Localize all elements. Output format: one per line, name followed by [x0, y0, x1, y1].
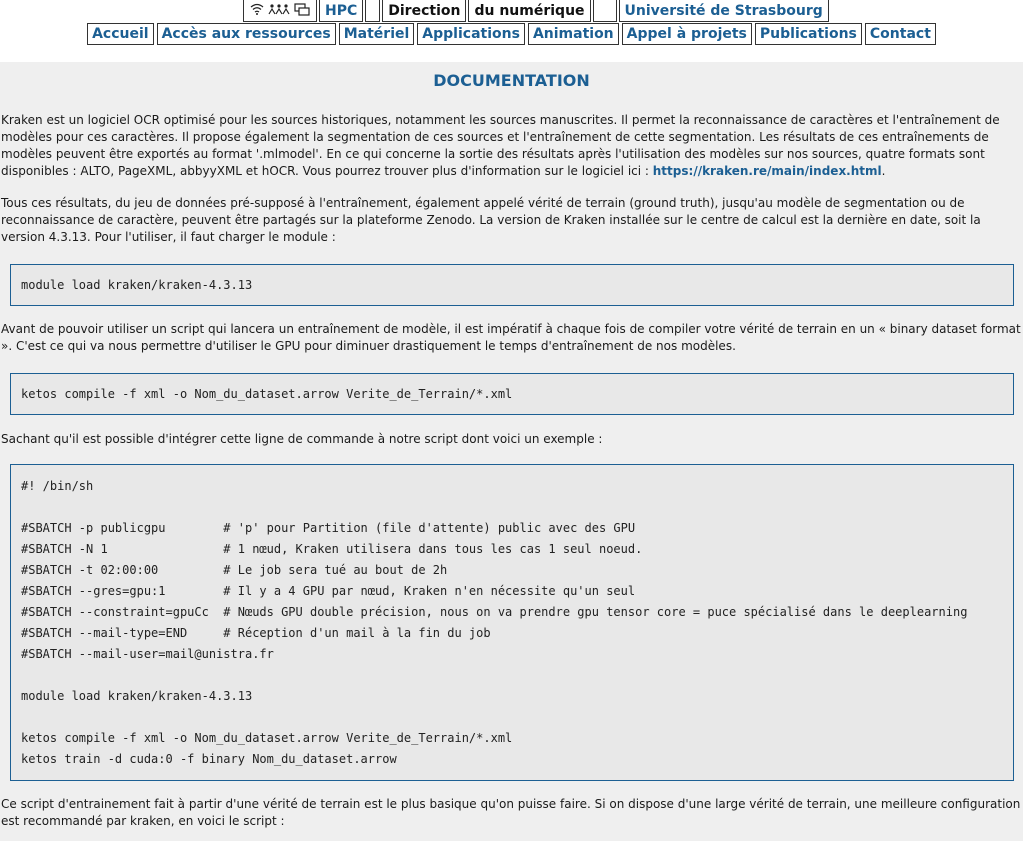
- intro-text: Kraken est un logiciel OCR optimisé pour les sources historiques, notamment les sources manuscrites. Il permet la reconnaissance de caractères et l'entraînement de modèles pour ces caractères. Il propose également la segmentation de ces sources et l'entraînement de cette segmentation. Les résultats de ces entraînements de modèles peuvent être exportés au format '.mlmodel'. En ce qui concerne la sortie des résultats après l'utilisation des modèles sur nos sources, quatre formats sont disponibles : ALTO, PageXML, abbyyXML et hOCR. Vous pourrez trouver plus d'information sur le logiciel ici :: [1, 113, 1000, 178]
- topbar-spacer: [365, 0, 380, 22]
- code-line: ketos compile -f xml -o Nom_du_dataset.arrow Verite_de_Terrain/*.xml: [21, 387, 513, 401]
- nav-item-contact[interactable]: Contact: [865, 23, 936, 45]
- code-line: module load kraken/kraken-4.3.13: [21, 689, 253, 703]
- code-line: [21, 497, 1003, 518]
- code-line: #SBATCH --mail-type=END # Réception d'un mail à la fin du job: [21, 626, 491, 640]
- universite-link[interactable]: Université de Strasbourg: [619, 0, 829, 22]
- nav-item-applications[interactable]: Applications: [417, 23, 525, 45]
- numerique-label[interactable]: du numérique: [468, 0, 590, 22]
- code-line: [21, 707, 1003, 728]
- code-line: [21, 665, 1003, 686]
- paragraph-3: Avant de pouvoir utiliser un script qui lancera un entraînement de modèle, il est impératif à chaque fois de compiler votre vérité de terrain en un « binary dataset format ». C'est ce qui va nous permettre d'utiliser le GPU pour diminuer drastiquement le temps d'entraînement de nos modèles.: [1, 322, 1021, 353]
- paragraph-2: Tous ces résultats, du jeu de données pré-supposé à l'entraînement, également appelé vérité de terrain (ground truth), jusqu'au modèle de segmentation ou de reconnaissance de caractère, peuvent être partagés sur la plateforme Zenodo. La version de Kraken installée sur le centre de calcul est la dernière en date, soit la version 4.3.13. Pour l'utiliser, il faut charger le module :: [1, 196, 981, 244]
- intro-end: .: [881, 164, 886, 178]
- hpc-link[interactable]: HPC: [319, 0, 363, 22]
- paragraph-5: Ce script d'entrainement fait à partir d'une vérité de terrain est le plus basique qu'on puisse faire. Si on dispose d'une large vérité de terrain, une meilleure configuration est recommandé par kraken, en voici le script :: [1, 797, 1021, 828]
- code-line: #SBATCH -t 02:00:00 # Le job sera tué au bout de 2h: [21, 563, 448, 577]
- code-line: ketos train -d cuda:0 -f binary Nom_du_dataset.arrow: [21, 752, 397, 766]
- nav-item-publications[interactable]: Publications: [755, 23, 862, 45]
- code-line: #SBATCH --gres=gpu:1 # Il y a 4 GPU par nœud, Kraken n'en nécessite qu'un seul: [21, 584, 636, 598]
- code-block-ketos-compile: [10, 373, 1014, 415]
- code-block-sbatch-script: [10, 464, 1014, 781]
- nav-item-animation[interactable]: Animation: [528, 23, 619, 45]
- kraken-link[interactable]: https://kraken.re/main/index.html: [652, 164, 882, 178]
- topbar-spacer-2: [593, 0, 617, 22]
- top-bar: [0, 0, 1023, 22]
- nav-item-materiel[interactable]: Matériel: [339, 23, 415, 45]
- code-block-module-load: [10, 264, 1014, 306]
- direction-label[interactable]: Direction: [382, 0, 466, 22]
- code-line: module load kraken/kraken-4.3.13: [21, 278, 253, 292]
- nav-item-acces-ressources[interactable]: Accès aux ressources: [157, 23, 336, 45]
- main-content: [0, 62, 1023, 841]
- nav-item-appel-projets[interactable]: Appel à projets: [622, 23, 752, 45]
- code-line: #SBATCH --constraint=gpuCc # Nœuds GPU double précision, nous on va prendre gpu tensor core = puce spécialisé dans le deeplearning: [21, 605, 968, 619]
- code-line: #SBATCH --mail-user=mail@unistra.fr: [21, 647, 274, 661]
- nav-item-accueil[interactable]: Accueil: [87, 23, 154, 45]
- intro-paragraph: [1, 112, 1021, 180]
- accessibility-toolbar: [243, 0, 317, 22]
- main-nav: [0, 23, 1023, 47]
- page-title: DOCUMENTATION: [433, 71, 590, 90]
- code-line: ketos compile -f xml -o Nom_du_dataset.arrow Verite_de_Terrain/*.xml: [21, 731, 513, 745]
- paragraph-4: Sachant qu'il est possible d'intégrer cette ligne de commande à notre script dont voici un exemple :: [1, 432, 603, 446]
- code-line: #SBATCH -N 1 # 1 nœud, Kraken utilisera dans tous les cas 1 seul noeud.: [21, 542, 643, 556]
- wifi-icon[interactable]: [250, 3, 264, 18]
- screen-icon[interactable]: [294, 3, 310, 19]
- code-line: #SBATCH -p publicgpu # 'p' pour Partition (file d'attente) public avec des GPU: [21, 521, 636, 535]
- code-line: #! /bin/sh: [21, 479, 94, 493]
- accessibility-icon[interactable]: [268, 3, 290, 18]
